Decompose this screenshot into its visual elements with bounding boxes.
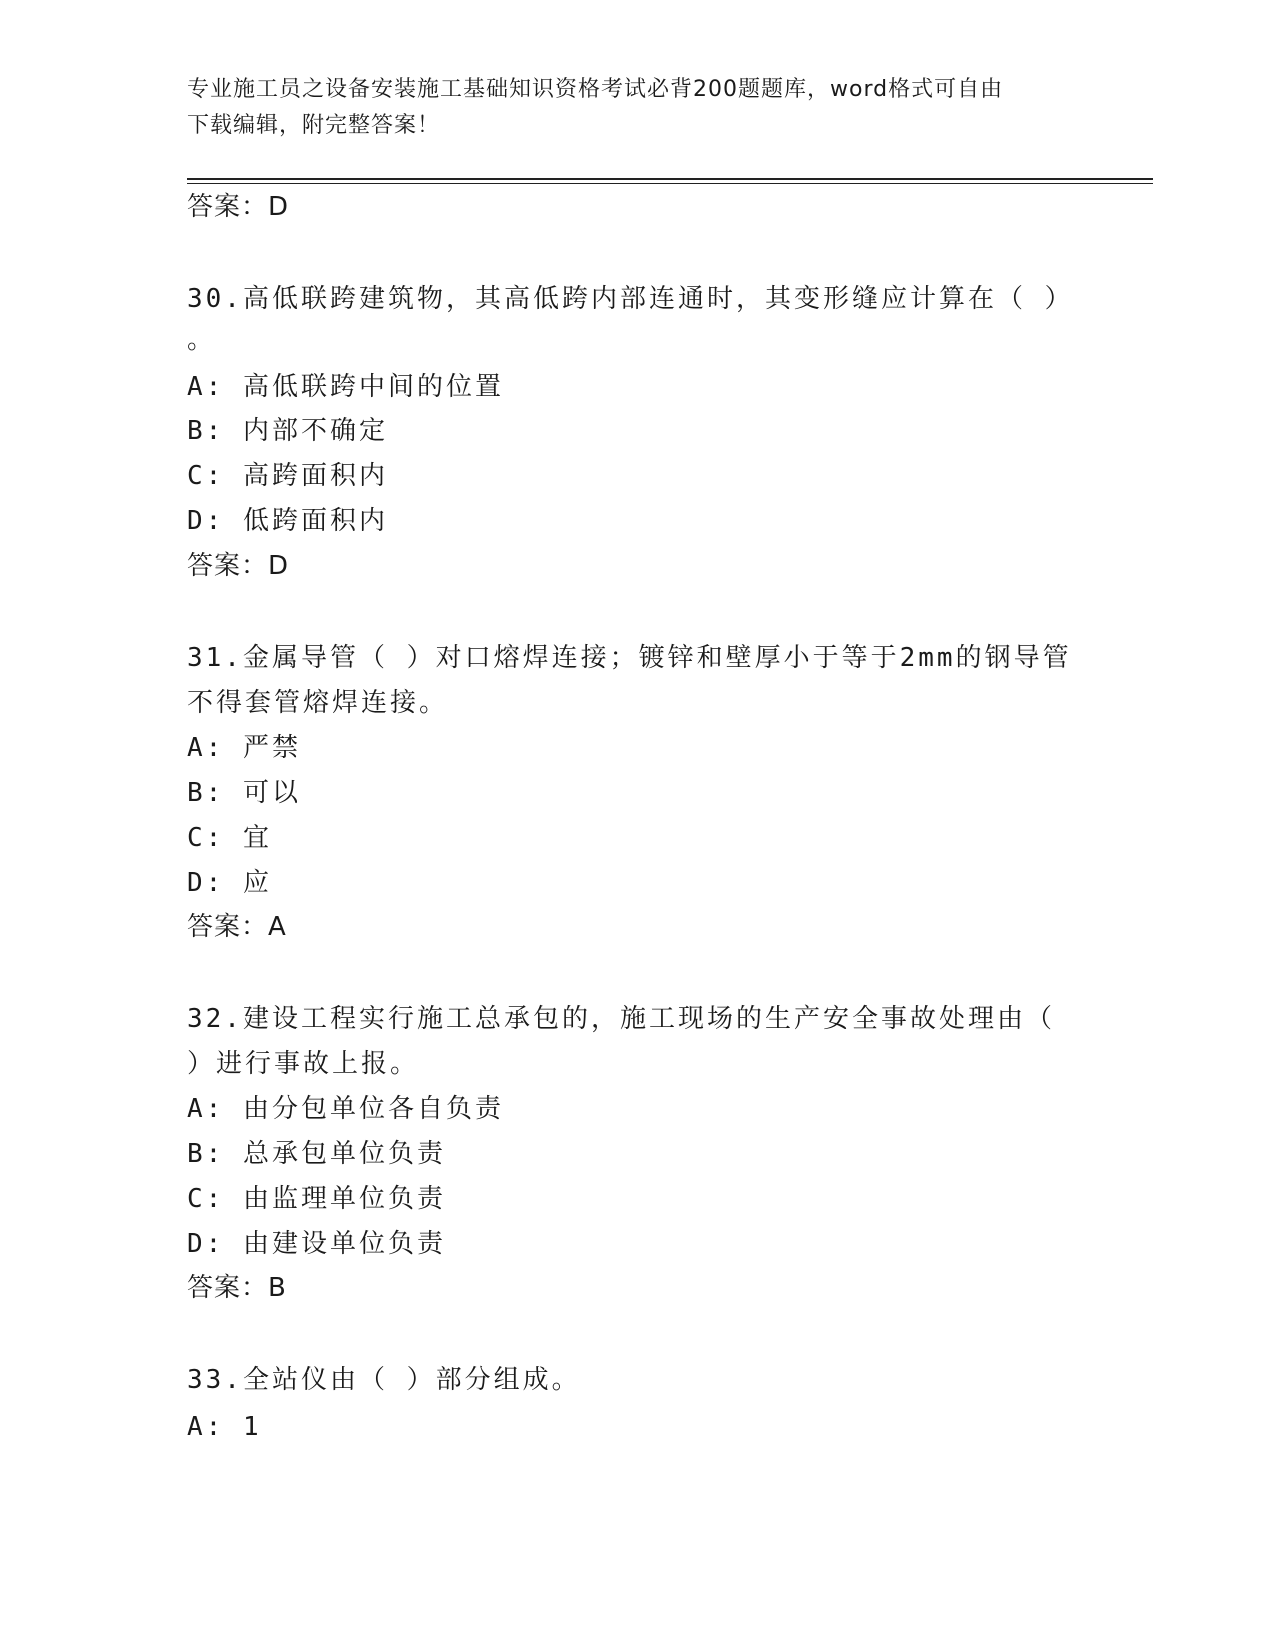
question-31-answer: 答案：A — [187, 912, 287, 942]
question-31-option-b: B: 可以 — [187, 778, 301, 808]
question-32-option-d: D: 由建设单位负责 — [187, 1229, 446, 1259]
question-33-stem: 33.全站仪由（ ）部分组成。 — [187, 1365, 581, 1395]
question-31-option-d: D: 应 — [187, 868, 272, 898]
question-32-answer: 答案：B — [187, 1273, 287, 1303]
header-divider-thin — [187, 183, 1153, 184]
question-31-stem: 31.金属导管（ ）对口熔焊连接；镀锌和壁厚小于等于2mm的钢导管 — [187, 643, 1072, 673]
question-32-stem-cont: ）进行事故上报。 — [187, 1049, 420, 1079]
question-33-option-a: A: 1 — [187, 1412, 262, 1442]
question-32-stem: 32.建设工程实行施工总承包的，施工现场的生产安全事故处理由（ — [187, 1004, 1055, 1034]
question-32-option-a: A: 由分包单位各自负责 — [187, 1094, 504, 1124]
header-line-2: 下载编辑，附完整答案！ — [187, 113, 441, 138]
question-31-option-c: C: 宜 — [187, 823, 272, 853]
header-divider — [187, 178, 1153, 180]
question-31-option-a: A: 严禁 — [187, 733, 301, 763]
question-32-option-b: B: 总承包单位负责 — [187, 1139, 446, 1169]
document-header — [187, 72, 1067, 144]
question-30-option-d: D: 低跨面积内 — [187, 506, 388, 536]
question-30-stem-cont: 。 — [187, 325, 217, 355]
question-31-stem-cont: 不得套管熔焊连接。 — [187, 688, 449, 718]
question-30-option-a: A: 高低联跨中间的位置 — [187, 372, 504, 402]
question-30-option-b: B: 内部不确定 — [187, 416, 388, 446]
question-32-option-c: C: 由监理单位负责 — [187, 1184, 446, 1214]
question-30-stem: 30.高低联跨建筑物，其高低跨内部连通时，其变形缝应计算在（ ） — [187, 284, 1074, 314]
answer-line: 答案：D — [187, 192, 290, 222]
question-30-answer: 答案：D — [187, 551, 290, 581]
header-line-1: 专业施工员之设备安装施工基础知识资格考试必背200题题库，word格式可自由 — [187, 77, 1004, 102]
question-30-option-c: C: 高跨面积内 — [187, 461, 388, 491]
